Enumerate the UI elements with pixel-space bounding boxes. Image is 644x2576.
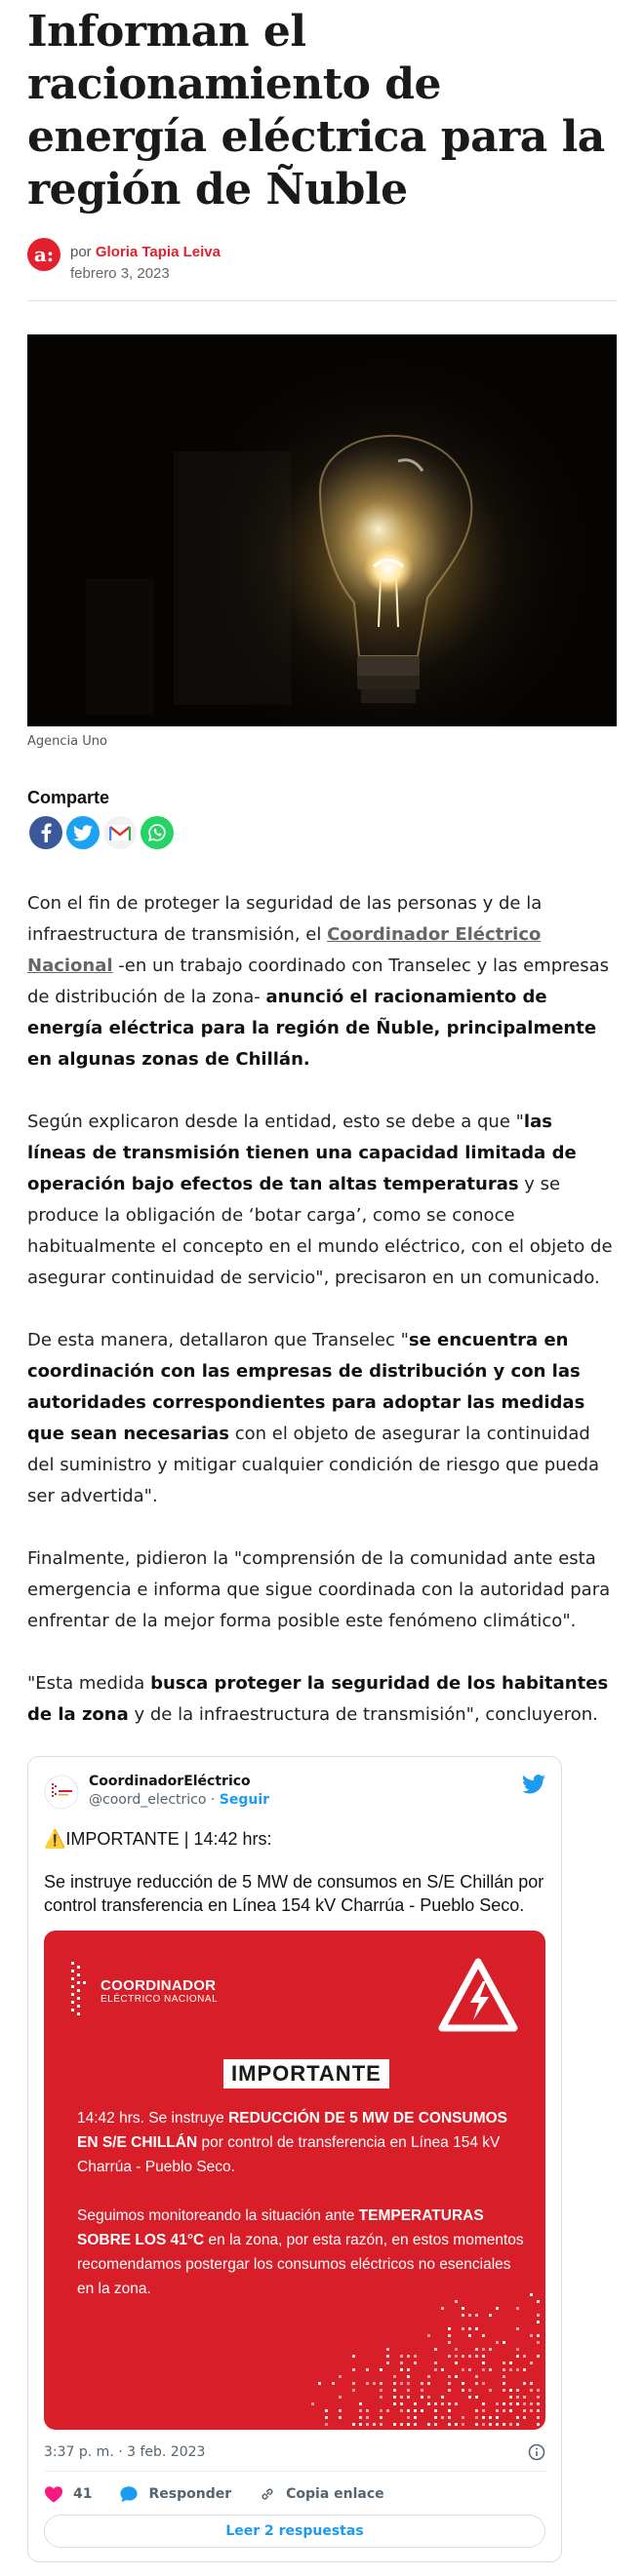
dot <box>537 2341 540 2344</box>
image-brand-sub: ELÉCTRICO NACIONAL <box>101 1994 219 2005</box>
dot <box>421 2396 423 2399</box>
dot <box>516 2416 519 2419</box>
dot <box>482 2423 485 2426</box>
dot <box>503 2382 505 2385</box>
dot <box>509 2423 512 2426</box>
decorative-dot-pattern <box>311 2293 545 2430</box>
dot <box>462 2307 464 2310</box>
dot <box>475 2396 478 2399</box>
dot <box>339 2416 342 2419</box>
dot <box>523 2396 526 2399</box>
dot <box>434 2423 437 2426</box>
image-brand <box>71 1962 218 2020</box>
share-buttons <box>29 816 617 849</box>
dot <box>455 2402 458 2405</box>
dot <box>462 2355 464 2358</box>
dot <box>441 2307 444 2310</box>
high-voltage-warning-icon <box>438 1958 518 2032</box>
dot <box>462 2389 464 2392</box>
dot <box>400 2396 403 2399</box>
dot <box>407 2396 410 2399</box>
dot <box>496 2341 499 2344</box>
dot <box>318 2382 321 2385</box>
dot <box>455 2348 458 2351</box>
dot <box>325 2409 328 2412</box>
author-avatar[interactable]: a: <box>27 238 60 271</box>
coordinador-logo-icon[interactable] <box>44 1775 79 1810</box>
coordinador-dots-icon <box>71 1962 93 2020</box>
dot <box>386 2355 389 2358</box>
dot <box>475 2348 478 2351</box>
dot <box>421 2409 423 2412</box>
dot <box>448 2327 451 2330</box>
dot <box>339 2375 342 2378</box>
dot <box>468 2355 471 2358</box>
dot <box>434 2409 437 2412</box>
dot <box>407 2423 410 2426</box>
p5-text-b: y de la infraestructura de transmisión", concluyeron. <box>128 1704 598 1725</box>
tweet-display-name[interactable]: CoordinadorEléctrico <box>89 1774 251 1789</box>
p1-bold: anunció el racionamiento de energía eléctrica para la región de Ñuble, principalmente en algunas zonas de Chillán. <box>27 987 597 1070</box>
dot <box>503 2402 505 2405</box>
dot <box>489 2416 492 2419</box>
dot <box>427 2382 430 2385</box>
dot <box>352 2423 355 2426</box>
dot <box>516 2423 519 2426</box>
dot <box>393 2382 396 2385</box>
p2-text-b: y se produce la obligación de ‘botar carga’, como se conoce habitualmente el concepto en el mundo eléctrico, con el objeto de asegurar continuidad de servicio", precisaron en un comunicado. <box>27 1174 613 1288</box>
heart-icon[interactable] <box>44 2485 63 2503</box>
dot <box>503 2368 505 2371</box>
dot <box>448 2334 451 2337</box>
dot <box>462 2423 464 2426</box>
dot <box>352 2355 355 2358</box>
hero-caption: Agencia Uno <box>27 734 107 749</box>
dot <box>462 2368 464 2371</box>
reply-action[interactable] <box>119 2485 231 2503</box>
dot <box>366 2409 369 2412</box>
p1-text-b: -en un trabajo coordinado con Transelec y las empresas de distribución de la zona- <box>27 956 610 1007</box>
p3-text-b: con el objeto de asegurar la continuidad del suministro y mitigar cualquier condición de riesgo que pueda ser advertida". <box>27 1424 600 1506</box>
dot <box>434 2402 437 2405</box>
link-icon[interactable] <box>259 2485 276 2503</box>
dot <box>516 2368 519 2371</box>
dot <box>407 2416 410 2419</box>
dot <box>503 2423 505 2426</box>
tweet-separator <box>44 2471 545 2472</box>
image-p2-a: Seguimos monitoreando la situación ante <box>77 2207 359 2224</box>
dot <box>407 2355 410 2358</box>
whatsapp-icon[interactable] <box>141 816 174 849</box>
follow-button[interactable]: Seguir <box>219 1792 270 1808</box>
dot <box>475 2355 478 2358</box>
dot <box>386 2348 389 2351</box>
dot <box>516 2348 519 2351</box>
dot <box>530 2293 533 2296</box>
dot <box>509 2409 512 2412</box>
reply-label: Responder <box>148 2486 232 2502</box>
dot <box>441 2416 444 2419</box>
author-link[interactable]: Gloria Tapia Leiva <box>95 244 221 260</box>
dot <box>434 2361 437 2364</box>
dot <box>427 2423 430 2426</box>
dot <box>393 2375 396 2378</box>
dot <box>468 2368 471 2371</box>
dot <box>482 2402 485 2405</box>
image-paragraph-2 <box>77 2204 526 2301</box>
dot <box>496 2423 499 2426</box>
dot <box>523 2416 526 2419</box>
dot <box>448 2341 451 2344</box>
dot <box>393 2423 396 2426</box>
dot <box>537 2423 540 2426</box>
share-title: Comparte <box>27 788 110 807</box>
dot <box>530 2389 533 2392</box>
dot <box>475 2327 478 2330</box>
gmail-icon[interactable] <box>103 816 137 849</box>
image-p1-b: por control de transferencia en Línea 154 kV Charrúa - Pueblo Seco. <box>77 2134 501 2175</box>
dot <box>441 2368 444 2371</box>
dot <box>537 2409 540 2412</box>
divider <box>27 300 617 301</box>
tweet-text <box>44 1827 545 1917</box>
dot <box>482 2368 485 2371</box>
dot <box>462 2416 464 2419</box>
dot <box>475 2382 478 2385</box>
dot <box>414 2355 417 2358</box>
dot <box>359 2402 362 2405</box>
dot <box>489 2368 492 2371</box>
dot <box>537 2396 540 2399</box>
tweet-actions <box>44 2485 545 2503</box>
twitter-bird-icon[interactable] <box>522 1773 545 1796</box>
dot <box>373 2382 376 2385</box>
dot <box>516 2396 519 2399</box>
dot <box>427 2334 430 2337</box>
dot <box>468 2396 471 2399</box>
dot <box>448 2409 451 2412</box>
dot <box>509 2396 512 2399</box>
dot <box>448 2423 451 2426</box>
dot <box>359 2416 362 2419</box>
important-badge: IMPORTANTE <box>223 2059 389 2088</box>
dot <box>503 2389 505 2392</box>
image-p2-b: en la zona, por esta razón, en estos momentos recomendamos postergar los consumos eléctricos no esenciales en la zona. <box>77 2232 524 2297</box>
dot <box>421 2389 423 2392</box>
dot <box>489 2314 492 2317</box>
dot <box>530 2334 533 2337</box>
image-p1-a: 14:42 hrs. Se instruye <box>77 2110 229 2127</box>
paragraph-4: Finalmente, pidieron la "comprensión de la comunidad ante esta emergencia e informa que sigue coordinada con la autoridad para enfrentar de la mejor forma posible este fenómeno climático". <box>27 1548 611 1631</box>
dot <box>537 2300 540 2303</box>
dot <box>496 2409 499 2412</box>
dot <box>516 2355 519 2358</box>
dot <box>380 2382 382 2385</box>
dot <box>496 2307 499 2310</box>
dot <box>421 2382 423 2385</box>
dot <box>393 2389 396 2392</box>
dot <box>400 2361 403 2364</box>
tweet-handle[interactable]: @coord_electrico <box>89 1792 207 1808</box>
dot <box>523 2368 526 2371</box>
image-brand-title: COORDINADOR <box>101 1977 217 1994</box>
dot <box>462 2327 464 2330</box>
dot <box>530 2409 533 2412</box>
dot <box>380 2416 382 2419</box>
dot <box>373 2423 376 2426</box>
dot <box>352 2389 355 2392</box>
dot <box>455 2300 458 2303</box>
dot <box>407 2389 410 2392</box>
dot <box>407 2375 410 2378</box>
dot <box>386 2361 389 2364</box>
dot <box>475 2423 478 2426</box>
embedded-tweet <box>27 1756 562 2562</box>
dot <box>537 2314 540 2317</box>
reply-bubble-icon[interactable] <box>119 2485 139 2503</box>
dot <box>366 2416 369 2419</box>
dot <box>448 2355 451 2358</box>
dot <box>393 2396 396 2399</box>
dot <box>455 2375 458 2378</box>
dot <box>455 2423 458 2426</box>
dot <box>537 2389 540 2392</box>
dot <box>475 2375 478 2378</box>
dot <box>503 2375 505 2378</box>
dot <box>400 2409 403 2412</box>
dot <box>509 2361 512 2364</box>
dot <box>407 2409 410 2412</box>
p3-bold: se encuentra en coordinación con las empresas de distribución y con las autoridades correspondientes para adoptar las medidas que sean necesarias <box>27 1330 585 1444</box>
copy-link-action[interactable] <box>259 2485 384 2503</box>
info-icon[interactable] <box>528 2443 545 2461</box>
dot <box>503 2409 505 2412</box>
article-body <box>27 888 617 1731</box>
dot <box>325 2423 328 2426</box>
dot <box>407 2368 410 2371</box>
dot <box>509 2368 512 2371</box>
dot <box>359 2423 362 2426</box>
dot <box>496 2402 499 2405</box>
dot <box>468 2314 471 2317</box>
dot <box>468 2327 471 2330</box>
dot <box>325 2416 328 2419</box>
p2-bold: las líneas de transmisión tienen una capacidad limitada de operación bajo efectos de tan altas temperaturas <box>27 1112 577 1194</box>
like-action[interactable] <box>44 2485 92 2503</box>
dot <box>489 2389 492 2392</box>
dot <box>503 2361 505 2364</box>
dot <box>400 2402 403 2405</box>
dot <box>448 2402 451 2405</box>
dot <box>366 2368 369 2371</box>
dot <box>448 2382 451 2385</box>
dot <box>400 2423 403 2426</box>
dot <box>414 2423 417 2426</box>
dot <box>523 2402 526 2405</box>
dot <box>448 2375 451 2378</box>
facebook-icon[interactable] <box>29 816 62 849</box>
dot <box>482 2361 485 2364</box>
dot <box>393 2402 396 2405</box>
dot <box>434 2368 437 2371</box>
tweet-line-1: ⚠️IMPORTANTE | 14:42 hrs: <box>44 1829 272 1849</box>
dot <box>516 2402 519 2405</box>
dot <box>359 2409 362 2412</box>
dot <box>523 2382 526 2385</box>
coordinador-link[interactable]: Coordinador Eléctrico Nacional <box>27 924 542 976</box>
dot <box>482 2348 485 2351</box>
p2-text-a: Según explicaron desde la entidad, esto se debe a que " <box>27 1112 524 1132</box>
read-replies-button[interactable]: Leer 2 respuestas <box>44 2515 545 2548</box>
dot <box>482 2334 485 2337</box>
light-bulb-photo <box>27 334 617 726</box>
tweet-image[interactable] <box>44 1931 545 2430</box>
byline <box>27 238 617 285</box>
tweet-date-row <box>44 2443 545 2461</box>
dot <box>516 2327 519 2330</box>
dot <box>414 2409 417 2412</box>
tweet-line-2: Se instruye reducción de 5 MW de consumos en S/E Chillán por control transferencia en Línea 154 kV Charrúa - Pueblo Seco. <box>44 1872 544 1915</box>
dot <box>434 2348 437 2351</box>
dot <box>407 2382 410 2385</box>
dot <box>339 2396 342 2399</box>
dot <box>509 2402 512 2405</box>
dot <box>366 2423 369 2426</box>
dot <box>427 2396 430 2399</box>
image-paragraph-1 <box>77 2106 526 2179</box>
tweet-timestamp[interactable]: 3:37 p. m. · 3 feb. 2023 <box>44 2444 206 2460</box>
byline-prefix: por <box>70 244 92 260</box>
dot <box>386 2409 389 2412</box>
byline-meta <box>70 238 221 285</box>
tweet-header <box>44 1773 545 1810</box>
dot <box>414 2402 417 2405</box>
dot <box>448 2389 451 2392</box>
dot <box>311 2402 314 2405</box>
dot <box>339 2409 342 2412</box>
dot <box>400 2368 403 2371</box>
dot <box>537 2416 540 2419</box>
dot <box>530 2361 533 2364</box>
dot <box>530 2402 533 2405</box>
dot <box>468 2389 471 2392</box>
dot <box>537 2402 540 2405</box>
dot <box>380 2423 382 2426</box>
dot <box>482 2416 485 2419</box>
dot <box>352 2382 355 2385</box>
dot <box>380 2368 382 2371</box>
like-count: 41 <box>73 2486 93 2502</box>
hero-image <box>27 334 617 726</box>
twitter-icon[interactable] <box>66 816 100 849</box>
paragraph-2 <box>27 1107 617 1294</box>
dot <box>482 2409 485 2412</box>
dot <box>530 2382 533 2385</box>
dot <box>441 2402 444 2405</box>
paragraph-1 <box>27 888 617 1075</box>
dot <box>475 2409 478 2412</box>
dot <box>516 2307 519 2310</box>
dot <box>503 2341 505 2344</box>
dot <box>475 2314 478 2317</box>
p5-bold: busca proteger la seguridad de los habitantes de la zona <box>27 1673 609 1725</box>
dot <box>537 2321 540 2323</box>
paragraph-3 <box>27 1325 617 1512</box>
dot <box>489 2348 492 2351</box>
dot <box>462 2314 464 2317</box>
dot <box>475 2416 478 2419</box>
publish-date: febrero 3, 2023 <box>70 265 170 282</box>
dot <box>427 2402 430 2405</box>
dot <box>427 2375 430 2378</box>
dot <box>332 2382 335 2385</box>
dot <box>489 2423 492 2426</box>
dot <box>482 2382 485 2385</box>
dot <box>523 2355 526 2358</box>
p3-text-a: De esta manera, detallaron que Transelec " <box>27 1330 409 1350</box>
paragraph-5 <box>27 1668 617 1731</box>
dot <box>441 2396 444 2399</box>
dot <box>509 2389 512 2392</box>
tweet-dot: · <box>206 1792 220 1808</box>
dot <box>537 2334 540 2337</box>
dot <box>496 2416 499 2419</box>
dot <box>434 2416 437 2419</box>
article-headline: Informan el racionamiento de energía eléctrica para la región de Ñuble <box>27 7 605 215</box>
bottom-spacer <box>27 2562 617 2576</box>
dot <box>455 2355 458 2358</box>
copy-link-label: Copia enlace <box>286 2486 384 2502</box>
dot <box>414 2416 417 2419</box>
dot <box>468 2334 471 2337</box>
dot <box>366 2382 369 2385</box>
dot <box>400 2382 403 2385</box>
dot <box>482 2355 485 2358</box>
dot <box>380 2396 382 2399</box>
dot <box>448 2416 451 2419</box>
image-p1-bold: REDUCCIÓN DE 5 MW DE CONSUMOS EN S/E CHILLÁN <box>77 2110 507 2151</box>
dot <box>537 2355 540 2358</box>
dot <box>455 2361 458 2364</box>
dot <box>380 2409 382 2412</box>
dot <box>352 2368 355 2371</box>
tweet-user <box>89 1773 522 1810</box>
p5-text-a: "Esta medida <box>27 1673 151 1694</box>
dot <box>462 2382 464 2385</box>
dot <box>380 2389 382 2392</box>
dot <box>516 2389 519 2392</box>
image-p2-bold: TEMPERATURAS SOBRE LOS 41°C <box>77 2207 484 2248</box>
dot <box>523 2409 526 2412</box>
dot <box>414 2361 417 2364</box>
dot <box>400 2355 403 2358</box>
p1-text-a: Con el fin de proteger la seguridad de las personas y de la infraestructura de transmisión, el <box>27 893 543 945</box>
